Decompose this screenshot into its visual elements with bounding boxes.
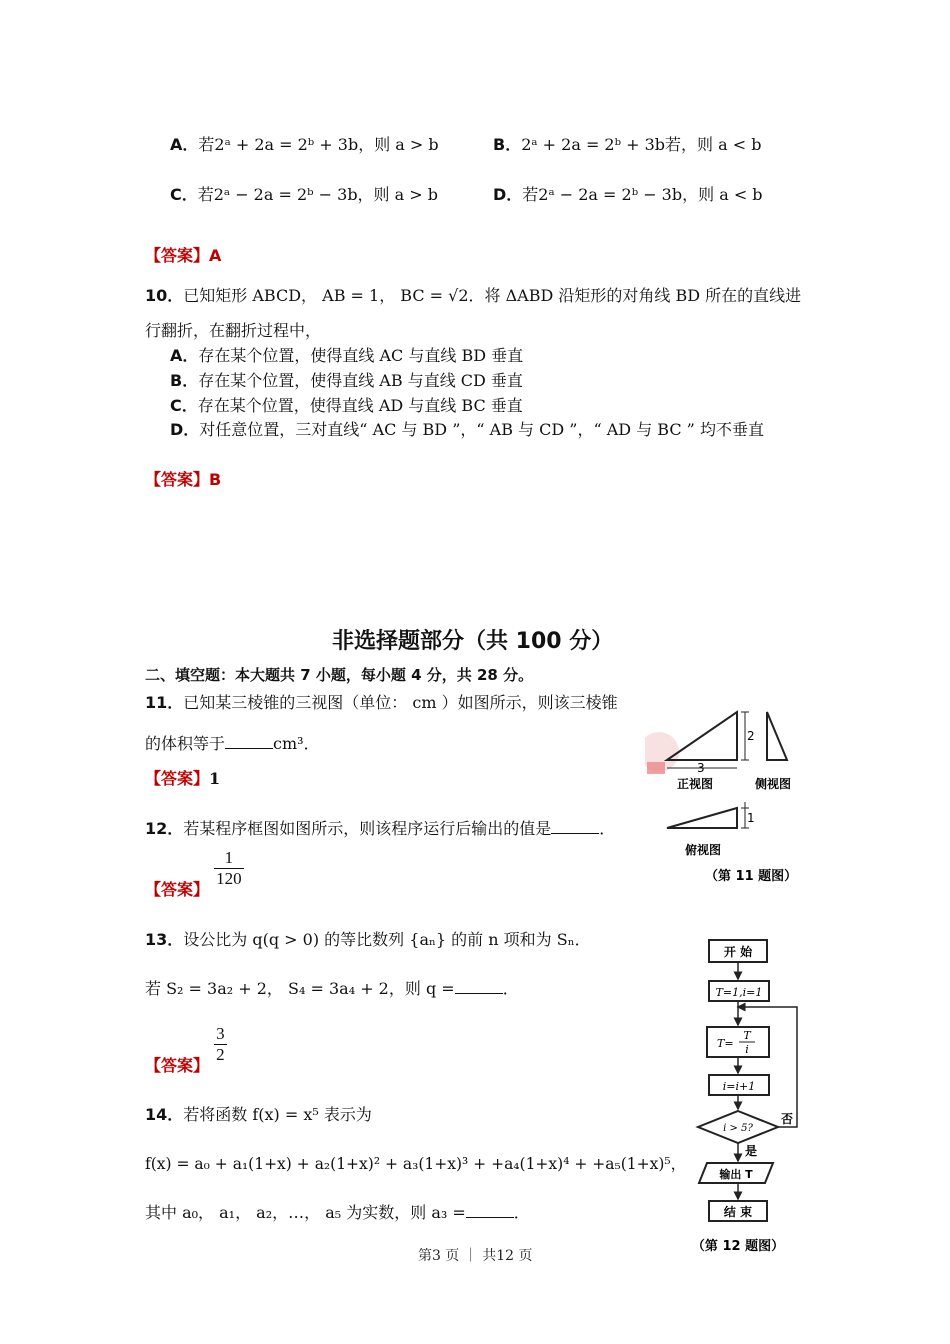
flow-output-label: 输出 T — [719, 1168, 753, 1181]
stem-text: cm³． — [273, 734, 320, 753]
flow-inc-label: i=i+1 — [722, 1080, 756, 1093]
answer-fraction — [214, 1024, 227, 1065]
figure-caption: （第 11 题图） — [705, 869, 798, 884]
side-view-label: 侧视图 — [755, 777, 792, 791]
flow-init-label: T=1,i=1 — [715, 986, 763, 999]
question-number: 11． — [145, 693, 184, 712]
stem-text: 若将函数 f(x) = x⁵ 表示为 — [183, 1105, 372, 1124]
option-text: 对任意位置，三对直线“ AC 与 BD ”，“ AB 与 CD ”，“ AD 与 BC ” 均不垂直 — [199, 420, 764, 439]
q10-stem-line2 — [145, 318, 321, 341]
stem-text: 若 S₂ = 3a₂ + 2， S₄ = 3a₄ + 2，则 q = — [145, 979, 455, 998]
q10-option-c — [170, 393, 523, 416]
q14-stem-line2 — [145, 1152, 686, 1174]
flow-frac-den: i — [745, 1043, 749, 1056]
option-text: 存在某个位置，使得直线 AB 与直线 CD 垂直 — [198, 371, 523, 390]
option-text: 存在某个位置，使得直线 AC 与直线 BD 垂直 — [198, 346, 524, 365]
flow-yes-label: 是 — [745, 1144, 758, 1158]
flow-end-label: 结 束 — [723, 1205, 753, 1219]
stem-text: 行翻折，在翻折过程中， — [145, 321, 322, 340]
option-label: A． — [170, 346, 199, 365]
stem-text: ． — [502, 979, 519, 998]
stem-text: 若某程序框图如图所示，则该程序运行后输出的值是 — [183, 819, 552, 838]
answer-tag: 【答案】 — [145, 470, 210, 489]
stem-text: ． — [513, 1203, 530, 1222]
option-label: B． — [493, 135, 522, 154]
answer-blank — [225, 734, 273, 749]
q12-stem — [145, 816, 615, 839]
answer-tag: 【答案】 — [145, 1056, 210, 1075]
option-text: 2ᵃ + 2a = 2ᵇ + 3b若，则 a < b — [521, 135, 762, 154]
q14-stem-line3 — [145, 1200, 530, 1223]
answer-fraction — [214, 848, 244, 889]
answer-value: 1 — [209, 769, 221, 788]
fraction-denominator: 120 — [216, 869, 242, 888]
dimension-label: 1 — [747, 811, 755, 825]
flow-loop-arrow — [738, 1007, 797, 1127]
answer-tag: 【答案】 — [145, 880, 210, 899]
question-number: 14． — [145, 1105, 184, 1124]
q9-option-d — [493, 182, 763, 205]
option-text: 若2ᵃ − 2a = 2ᵇ − 3b，则 a < b — [522, 185, 763, 204]
three-view-figure — [645, 700, 820, 890]
stem-text: 的体积等于 — [145, 734, 226, 753]
stem-text: f(x) = a₀ + a₁(1+x) + a₂(1+x)² + a₃(1+x)³ + +a₄(1+x)⁴ + +a₅(1+x)⁵， — [145, 1155, 687, 1173]
option-label: B． — [170, 371, 199, 390]
dimension-label: 3 — [697, 761, 705, 775]
question-number: 10． — [145, 286, 184, 305]
q13-answer — [145, 1024, 227, 1076]
dimension-label: 2 — [747, 729, 755, 743]
q9-option-a — [170, 132, 439, 155]
option-text: 若2ᵃ − 2a = 2ᵇ − 3b，则 a > b — [197, 185, 439, 204]
front-view-shape — [667, 712, 737, 760]
flow-start-label: 开 始 — [723, 945, 753, 959]
option-label: D． — [170, 420, 200, 439]
answer-value: B — [209, 470, 222, 489]
top-view-shape — [667, 808, 737, 828]
q13-stem-line2 — [145, 976, 519, 999]
answer-blank — [455, 979, 503, 994]
q9-answer — [145, 243, 221, 266]
q10-option-b — [170, 368, 523, 391]
q10-stem-line1 — [145, 283, 801, 306]
q12-answer — [145, 848, 244, 900]
top-view-label: 俯视图 — [685, 843, 722, 857]
q11-stem-line2 — [145, 731, 320, 754]
section-title: 非选择题部分（共 100 分） — [332, 629, 614, 654]
q9-option-c — [170, 182, 438, 205]
option-label: C． — [170, 396, 198, 415]
stem-text: 已知某三棱锥的三视图（单位： cm ）如图所示，则该三棱锥 — [183, 693, 618, 712]
q13-stem-line1 — [145, 927, 591, 950]
q10-answer — [145, 467, 221, 490]
stem-text: 其中 a₀， a₁， a₂，…， a₅ 为实数，则 a₃ = — [145, 1203, 466, 1222]
answer-tag: 【答案】 — [145, 769, 210, 788]
q10-option-d — [170, 417, 764, 440]
flowchart-figure — [685, 935, 815, 1260]
flow-assign-label: T= — [717, 1037, 734, 1050]
watermark-mark — [647, 762, 665, 774]
option-text: 存在某个位置，使得直线 AD 与直线 BC 垂直 — [197, 396, 523, 415]
stem-text: ． — [599, 819, 616, 838]
flow-frac-num: T — [743, 1029, 751, 1042]
flow-no-label: 否 — [781, 1112, 794, 1126]
front-view-label: 正视图 — [677, 777, 714, 791]
q14-stem-line1 — [145, 1102, 372, 1125]
stem-text: 设公比为 q(q > 0) 的等比数列 {aₙ} 的前 n 项和为 Sₙ． — [183, 930, 591, 949]
fraction-denominator: 2 — [216, 1045, 225, 1064]
question-number: 12． — [145, 819, 184, 838]
side-view-shape — [767, 712, 787, 760]
stem-text: 已知矩形 ABCD， AB = 1， BC = √2．将 ΔABD 沿矩形的对角线 BD 所在的直线进 — [183, 286, 802, 305]
answer-value: A — [209, 246, 222, 265]
figure-caption: （第 12 题图） — [691, 1239, 785, 1254]
option-label: C． — [170, 185, 198, 204]
answer-blank — [466, 1203, 514, 1218]
q11-answer — [145, 766, 220, 789]
q9-option-b — [493, 132, 761, 155]
answer-blank — [551, 819, 599, 834]
answer-tag: 【答案】 — [145, 246, 210, 265]
page-footer: 第3 页 ｜ 共12 页 — [418, 1248, 533, 1264]
fraction-numerator: 1 — [214, 848, 244, 869]
section-subtitle: 二、填空题：本大题共 7 小题，每小题 4 分，共 28 分。 — [145, 666, 534, 684]
question-number: 13． — [145, 930, 184, 949]
fraction-numerator: 3 — [216, 1024, 225, 1043]
option-label: D． — [493, 185, 523, 204]
option-text: 若2ᵃ + 2a = 2ᵇ + 3b，则 a > b — [198, 135, 439, 154]
option-label: A． — [170, 135, 199, 154]
q11-stem-line1 — [145, 690, 618, 713]
flow-condition-label: i > 5? — [723, 1123, 753, 1134]
q10-option-a — [170, 343, 523, 366]
